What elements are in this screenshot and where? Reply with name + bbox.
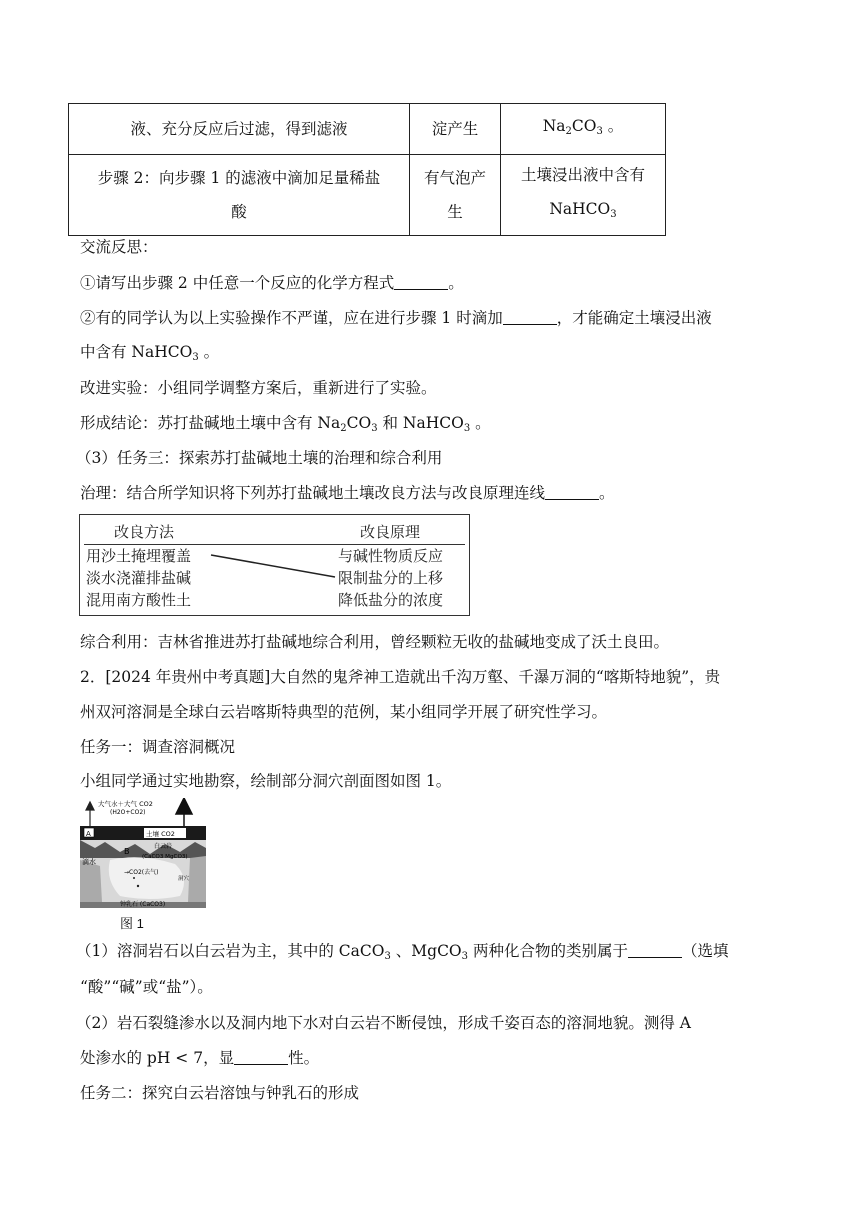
cave-cross-section-figure	[80, 798, 206, 908]
principle-item: 限制盐分的上移	[338, 569, 444, 587]
cell-text: NaHCO$_3$	[549, 200, 617, 220]
connecting-line	[80, 515, 469, 615]
question-2-2: （2）岩石裂缝渗水以及洞内地下水对白云岩不断侵蚀，形成千姿百态的溶洞地貌。测得 A	[76, 1014, 691, 1032]
answer-blank[interactable]	[394, 275, 448, 290]
experiment-table	[68, 103, 666, 236]
figure-caption: 图 1	[120, 916, 144, 931]
figure-label: 滴水	[82, 858, 96, 866]
table-cell-conclusion: $Na_2CO_3$ 。	[501, 104, 666, 155]
table-cell-step	[69, 104, 410, 155]
figure-label: (H2O+CO2)	[110, 809, 146, 816]
task-1: 任务一：调查溶洞概况	[80, 738, 236, 756]
cell-text: 有气泡产	[423, 169, 486, 187]
method-item: 淡水浇灌排盐碱	[86, 569, 192, 587]
figure-label: 洞穴	[178, 876, 190, 882]
label-a: A	[86, 830, 91, 838]
task-3: （3）任务三：探索苏打盐碱地土壤的治理和综合利用	[76, 449, 443, 467]
answer-blank[interactable]	[503, 310, 557, 325]
answer-blank[interactable]	[628, 943, 682, 958]
improvement-matching-table	[79, 514, 470, 616]
cell-text: 生	[447, 203, 463, 221]
question-text: 处渗水的 pH < 7，显	[80, 1049, 235, 1067]
improve-experiment: 改进实验：小组同学调整方案后，重新进行了实验。	[80, 379, 437, 397]
question-text: ①请写出步骤 2 中任意一个反应的化学方程式	[80, 274, 395, 292]
figure-label: (CaCO3 MgCO3)	[142, 854, 188, 860]
method-item: 用沙土掩埋覆盖	[86, 547, 192, 565]
answer-blank[interactable]	[234, 1050, 288, 1065]
problem-2-intro: 2．[2024 年贵州中考真题]大自然的鬼斧神工造就出千沟万壑、千瀑万洞的“喀斯特地貌”，贵	[80, 668, 721, 686]
principle-item: 与碱性物质反应	[338, 547, 444, 565]
figure-label: 土壤 CO2	[146, 830, 175, 838]
question-2-cont: 中含有 NaHCO$_3$ 。	[80, 343, 220, 363]
question-text: 性。	[288, 1049, 320, 1067]
table-cell-conclusion	[501, 155, 666, 236]
reflect-title: 交流反思：	[80, 238, 158, 256]
header-method: 改良方法	[114, 523, 175, 541]
question-2-1-cont: “酸”“碱”或“盐”）。	[80, 978, 213, 996]
label-b: B	[124, 847, 130, 856]
question-1	[80, 272, 464, 294]
question-2-2-cont	[80, 1047, 319, 1069]
answer-blank[interactable]	[545, 485, 599, 500]
problem-2-intro-cont: 州双河溶洞是全球白云岩喀斯特典型的范例，某小组同学开展了研究性学习。	[80, 703, 608, 721]
conclusion-line: 形成结论：苏打盐碱地土壤中含有 $Na_2CO_3$ 和 NaHCO$_3$ 。	[80, 414, 491, 434]
cell-text: 淀产生	[431, 120, 479, 138]
govern-line	[80, 482, 615, 504]
table-cell-step	[69, 155, 410, 236]
figure-label: 白云岩	[154, 843, 173, 850]
table-row	[69, 155, 666, 236]
cell-text: 液、充分反应后过滤，得到滤液	[130, 120, 348, 138]
survey-line: 小组同学通过实地勘察，绘制部分洞穴剖面图如图 1。	[80, 772, 452, 790]
figure-label: →CO2(去气)	[124, 869, 159, 876]
table-cell-phenomenon	[410, 155, 501, 236]
comprehensive-use: 综合利用：吉林省推进苏打盐碱地综合利用，曾经颗粒无收的盐碱地变成了沃土良田。	[80, 633, 670, 651]
question-text: ②有的同学认为以上实验操作不严谨，应在进行步骤 1 时滴加	[80, 309, 503, 327]
figure-label: 钟乳石 (CaCO3)	[120, 901, 166, 908]
principle-item: 降低盐分的浓度	[338, 591, 444, 609]
header-principle: 改良原理	[360, 523, 421, 541]
question-2-1: （1）溶洞岩石以白云岩为主，其中的 CaCO$_3$ 、MgCO$_3$ 两种化合物的类别属于 （选填	[76, 942, 729, 962]
task-2: 任务二：探究白云岩溶蚀与钟乳石的形成	[80, 1084, 360, 1102]
cell-text: 土壤浸出液中含有	[520, 166, 645, 184]
figure-label: 大气水＋大气 CO2	[98, 800, 153, 808]
method-item: 混用南方酸性土	[86, 591, 192, 609]
table-row	[69, 104, 666, 155]
question-text: ，才能确定土壤浸出液	[556, 309, 712, 327]
question-text: 。	[599, 484, 615, 502]
cell-text: 步骤 2：向步骤 1 的滤液中滴加足量稀盐	[97, 169, 381, 187]
cell-text: 酸	[231, 203, 247, 221]
question-2	[80, 307, 712, 329]
table-cell-phenomenon	[410, 104, 501, 155]
question-text: 治理：结合所学知识将下列苏打盐碱地土壤改良方法与改良原理连线	[80, 484, 546, 502]
question-text: 。	[448, 274, 464, 292]
